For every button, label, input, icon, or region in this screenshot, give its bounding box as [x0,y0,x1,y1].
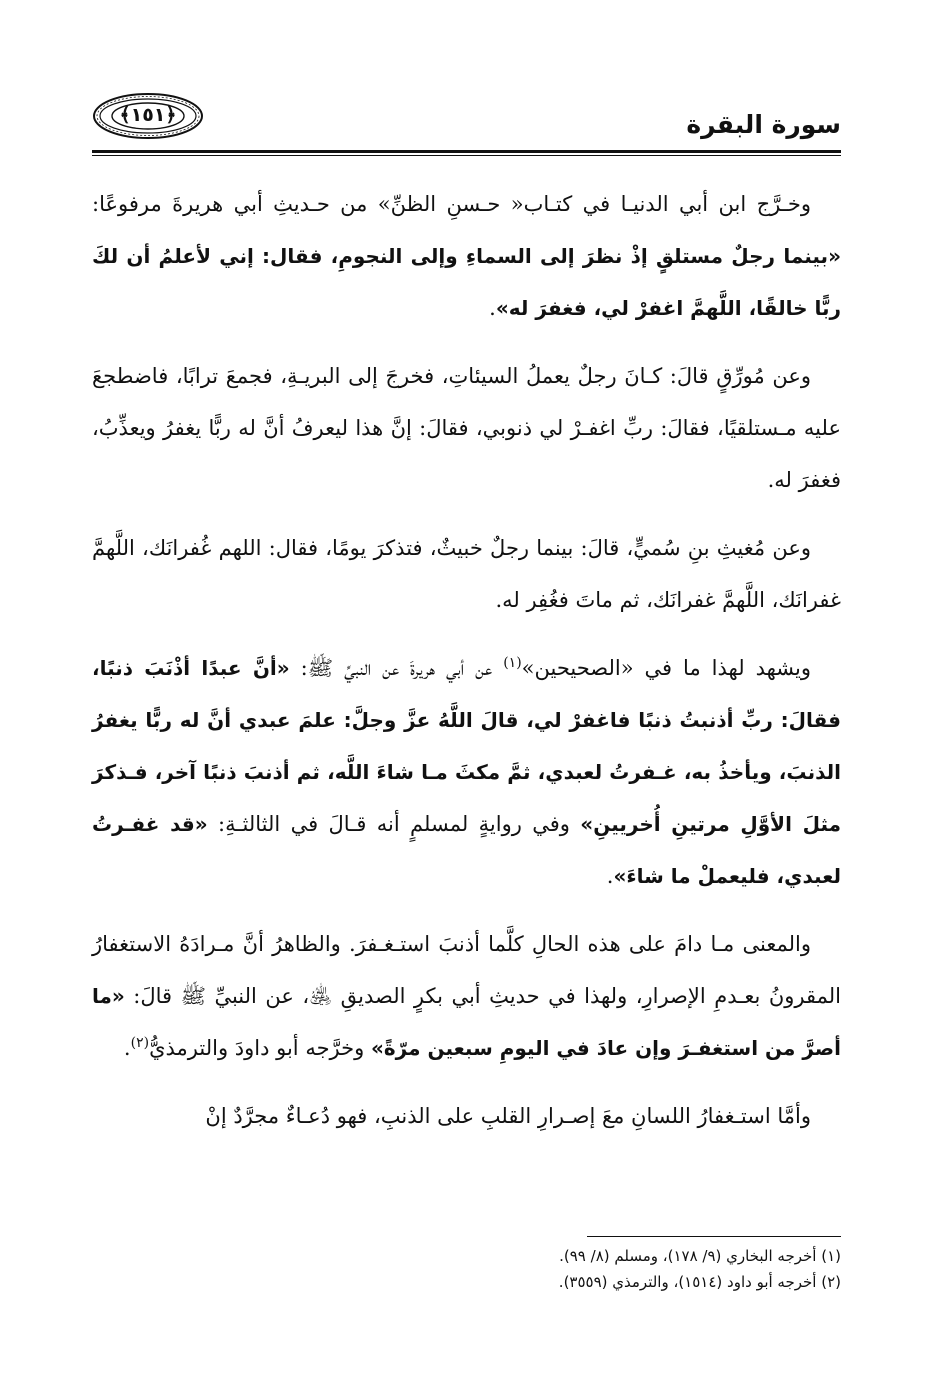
paragraph-text: وعن مُغيثِ بنِ سُميٍّ، قالَ: بينما رجلٌ خبيثٌ، فتذكرَ يومًا، فقال: اللهم غُفرانَك، اللَّهمَّ غفرانَك، اللَّهمَّ غفرانَك، ثم ماتَ فغُفِر له. [92,536,841,612]
paragraph-text: وأمَّا استـغفارُ اللسانِ معَ إصـرارِ القلبِ على الذنبِ، فهو دُعـاءٌ مجرَّدٌ إنْ [205,1104,811,1128]
paragraph-text: والمعنى مـا دامَ على هذه الحالِ كلَّما أذنبَ استـغـفرَ. والظاهرُ أنَّ مـرادَهُ الاستغفارُ المقرونُ بعـدمِ الإصرارِ، ولهذا في حديثِ أبي بكرٍ الصديقِ ﵁، عن النبيِّ ﷺ قالَ: [92,932,841,1008]
paragraph-text: . [123,1036,131,1060]
hadith-quote: «بينما رجلٌ مستلقٍ إذْ نظرَ إلى السماءِ وإلى النجومِ، فقال: إني لأعلمُ أن لكَ ربًّا خالقًا، اللَّهمَّ اغفرْ لي، فغفرَ له» [92,244,841,320]
paragraph-text: وفي روايةٍ لمسلمٍ أنه قـالَ في الثالثـةِ: [207,812,581,836]
footnote-ref[interactable]: (١) [503,655,522,671]
footnote-divider [587,1236,841,1237]
paragraph-ibn-abi-dunya [92,178,841,334]
paragraph-istighfar [92,1090,841,1142]
paragraph-text: عن أبي هريرةَ عن النبيِّ ﷺ: [289,656,504,680]
page-number-badge [92,92,204,140]
header-rule-thin [92,155,841,156]
paragraph-text: . [606,864,614,888]
paragraph-meaning [92,918,841,1074]
hadith-quote: «أنَّ عبدًا أذْنَبَ ذنبًا، فقالَ: ربِّ أذنبتُ ذنبًا فاغفرْ لي، قالَ اللَّهُ عزَّ وجلَّ: علمَ عبدي أنَّ له ربًّا يغفرُ الذنبَ، ويأخذُ به، غـفرتُ لعبدي، ثمَّ مكثَ مـا شاءَ اللَّه، ثم أذنبَ ذنبًا آخر، فـذكرَ مثلَ الأوَّلِ مرتينِ أُخريينِ» [92,656,841,836]
footnote-ref[interactable]: (٢) [130,1035,150,1051]
hadith-quote: «قد غفـرتُ لعبدي، فليعملْ ما شاءَ» [92,812,841,888]
paragraph-text: وعن مُورِّقٍ قالَ: كـانَ رجلٌ يعملُ السيئاتِ، فخرجَ إلى البريـةِ، فجمعَ ترابًا، فاضطجعَ عليه مـستلقيًا، فقالَ: ربِّ اغفـرْ لي ذنوبي، فقالَ: إنَّ هذا ليعرفُ أنَّ له ربًّا يغفرُ ويعذِّبُ، فغفرَ له. [92,364,841,492]
footnotes [92,1236,841,1295]
paragraph-text: ويشهد لهذا ما في «الصحيحين» [521,656,811,680]
page-number: ﴿١٥١﴾ [119,104,177,126]
footnote-item: (١) أخرجه البخاري (٩/ ١٧٨)، ومسلم (٨/ ٩٩). [559,1247,841,1265]
paragraph-text: وخـرَّج ابن أبي الدنيـا في كتـاب« حـسنِ الظنِّ» من حـديثِ أبي هريرةَ مرفوعًا: [92,192,811,216]
paragraph-muwarriq [92,350,841,506]
page-header [92,92,841,148]
paragraph-mughith [92,522,841,626]
hadith-quote: «ما أصرَّ من استغفـرَ وإن عادَ في اليومِ سبعين مرّةً» [92,984,841,1060]
header-rule-thick [92,150,841,153]
surah-title: سورة البقرة [686,110,841,139]
paragraph-text: . [489,296,496,320]
paragraph-text: وخرَّجه أبو داودَ والترمذيُّ [149,1036,371,1060]
footnote-item: (٢) أخرجه أبو داود (١٥١٤)، والترمذي (٣٥٥٩). [558,1273,841,1291]
header-divider [92,150,841,157]
main-text [92,178,841,1158]
paragraph-sahihain [92,642,841,902]
